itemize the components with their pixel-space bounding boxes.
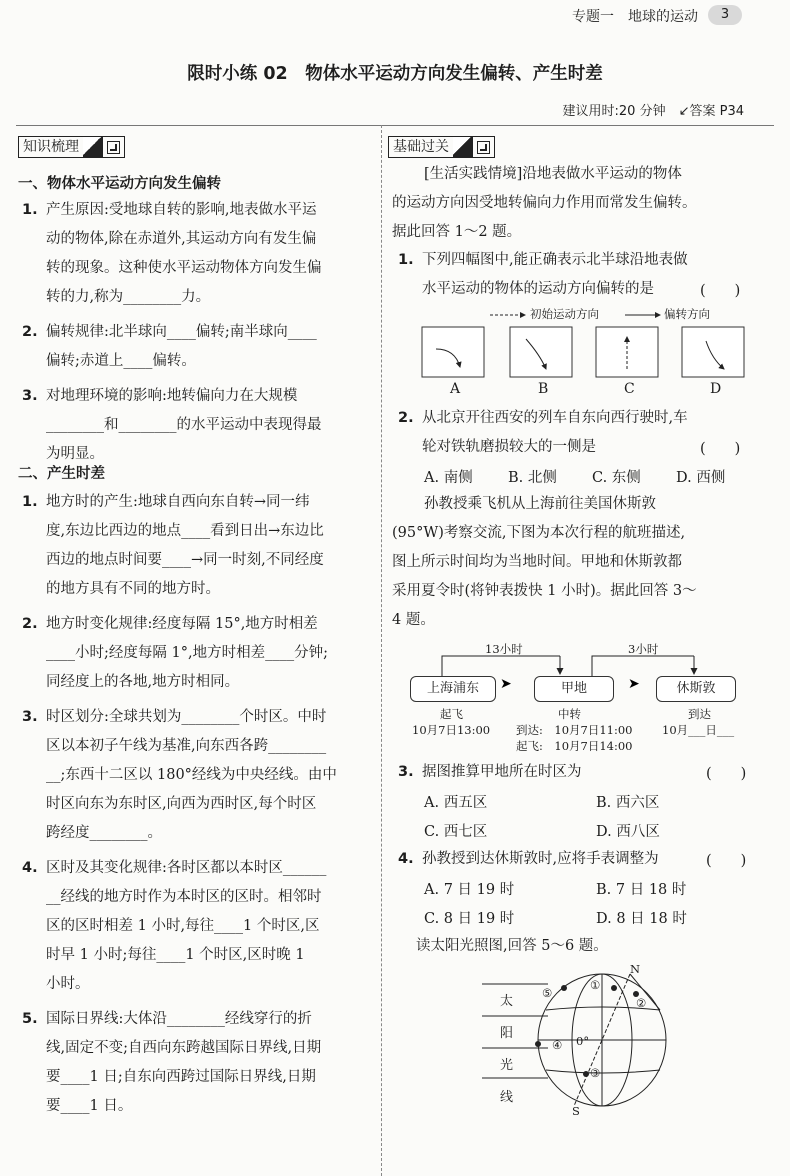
point-4: [535, 1041, 541, 1047]
section-tag-basic: [388, 136, 495, 158]
duration-line-2: [592, 656, 694, 676]
question-line: 水平运动的物体的运动方向偏转的是: [422, 281, 654, 297]
node-houston: 休斯敦: [656, 676, 736, 702]
item-number: 5.: [22, 1011, 38, 1027]
label-a: A: [450, 381, 461, 397]
item-line: 度,东边比西边的地点____看到日出→东边比: [46, 523, 324, 539]
question-line: 据图推算甲地所在时区为: [422, 764, 582, 780]
sun-char: 线: [500, 1090, 514, 1105]
option: B. 北侧: [508, 470, 557, 486]
mark-4: ④: [552, 1038, 563, 1052]
intro-line: [生活实践情境]沿地表做水平运动的物体: [424, 166, 682, 182]
question-number: 3.: [398, 764, 414, 780]
item-line: 偏转规律:北半球向____偏转;南半球向____: [46, 324, 317, 340]
plane-icon: ➤: [628, 676, 640, 692]
question-line: 从北京开往西安的列车自东向西行驶时,车: [422, 410, 688, 426]
intro-line: 的运动方向因受地转偏向力作用而常发生偏转。: [392, 195, 697, 211]
item-line: 时早 1 小时;每往____1 个时区,区时晚 1: [46, 947, 305, 963]
item-number: 3.: [22, 709, 38, 725]
mark-3: ③: [590, 1066, 601, 1080]
north-label: N: [630, 962, 641, 976]
option: A. 南侧: [424, 470, 473, 486]
option: B. 西六区: [596, 795, 660, 811]
page-number: 3: [708, 5, 742, 25]
item-line: 地方时的产生:地球自西向东自转→同一纬: [46, 494, 310, 510]
question-number: 2.: [398, 410, 414, 426]
item-line: 国际日界线:大体沿________经线穿行的折: [46, 1011, 312, 1027]
column-divider: [381, 125, 382, 1176]
depart-time: 10月7日13:00: [412, 723, 491, 737]
sun-char: 太: [500, 994, 514, 1009]
passage-sunlight: 读太阳光照图,回答 5～6 题。: [416, 938, 608, 954]
item-line: ____小时;经度每隔 1°,地方时相差____分钟;: [46, 645, 328, 661]
item-number: 4.: [22, 860, 38, 876]
item-line: 小时。: [46, 976, 90, 992]
item-line: 转的力,称为________力。: [46, 289, 211, 305]
question-line: 孙教授到达休斯敦时,应将手表调整为: [422, 851, 659, 867]
duration-1: 13小时: [485, 642, 523, 656]
item-line: 要____1 日;自东向西跨过国际日界线,日期: [46, 1069, 316, 1085]
item-line: 跨经度________。: [46, 825, 162, 841]
section-tag-knowledge: [18, 136, 125, 158]
item-line: 偏转;赤道上____偏转。: [46, 353, 196, 369]
node-shanghai: 上海浦东: [410, 676, 496, 702]
item-number: 1.: [22, 494, 38, 510]
arrive-time: 10月___日___: [662, 723, 735, 737]
item-line: __;东西十二区以 180°经线为中央经线。由中: [46, 767, 337, 783]
box-a: [422, 327, 484, 377]
answer-paren: ( ): [700, 283, 741, 299]
item-line: 区的区时相差 1 小时,每往____1 个时区,区: [46, 918, 320, 934]
point-5: [561, 985, 567, 991]
transfer-label: 中转: [558, 707, 581, 721]
item-line: 区以本初子午线为基准,向东西各跨________: [46, 738, 327, 754]
mark-1: ①: [590, 978, 601, 992]
duration-2: 3小时: [628, 642, 659, 656]
heading-deflection: 一、物体水平运动方向发生偏转: [18, 176, 221, 192]
tag-decoration: [83, 137, 103, 157]
item-line: 转的现象。这种使水平运动物体方向发生偏: [46, 260, 322, 276]
item-number: 1.: [22, 202, 38, 218]
intro-line: 据此回答 1～2 题。: [392, 224, 522, 240]
item-line: 要____1 日。: [46, 1098, 133, 1114]
mark-2: ②: [636, 996, 647, 1010]
item-number: 2.: [22, 324, 38, 340]
option: A. 7 日 19 时: [424, 882, 515, 898]
depart-label: 起飞: [440, 707, 463, 721]
tag-decoration: [453, 137, 473, 157]
passage-line: 采用夏令时(将钟表拨快 1 小时)。据此回答 3～: [392, 583, 697, 599]
label-b: B: [538, 381, 549, 397]
question-line: 下列四幅图中,能正确表示北半球沿地表做: [422, 252, 688, 268]
answer-paren: ( ): [706, 853, 747, 869]
point-3: [583, 1071, 589, 1077]
item-line: __经线的地方时作为本时区的区时。相邻时: [46, 889, 322, 905]
arrow-icon: [477, 141, 490, 154]
item-line: 的地方具有不同的地方时。: [46, 581, 220, 597]
passage-line: 孙教授乘飞机从上海前往美国休斯敦: [424, 496, 656, 512]
legend-initial-label: 初始运动方向: [530, 307, 599, 321]
legend-deflect-label: 偏转方向: [664, 307, 710, 321]
sun-char: 光: [500, 1058, 514, 1073]
box-b: [510, 327, 572, 377]
box-d: [682, 327, 744, 377]
south-label: S: [572, 1104, 580, 1118]
option: D. 西侧: [676, 470, 726, 486]
item-line: 地方时变化规律:经度每隔 15°,地方时相差: [46, 616, 318, 632]
item-line: 时区向东为东时区,向西为西时区,每个时区: [46, 796, 317, 812]
answer-paren: ( ): [700, 441, 741, 457]
section-tag-label: 基础过关: [393, 139, 449, 155]
option: B. 7 日 18 时: [596, 882, 687, 898]
answer-paren: ( ): [706, 766, 747, 782]
label-c: C: [624, 381, 635, 397]
page-title: 限时小练 02 物体水平运动方向发生偏转、产生时差: [187, 64, 603, 84]
passage-line: 图上所示时间均为当地时间。甲地和休斯敦都: [392, 554, 682, 570]
arrive-label: 到达: [688, 707, 711, 721]
label-d: D: [710, 381, 722, 397]
latitude-line: [546, 1070, 660, 1073]
item-line: ________和________的水平运动中表现得最: [46, 417, 322, 433]
option: C. 西七区: [424, 824, 488, 840]
option: C. 8 日 19 时: [424, 911, 515, 927]
option: D. 西八区: [596, 824, 660, 840]
transfer-depart: 起飞: 10月7日14:00: [516, 739, 633, 753]
question-number: 1.: [398, 252, 414, 268]
item-line: 西边的地点时间要____→同一时刻,不同经度: [46, 552, 324, 568]
passage-line: 4 题。: [392, 612, 435, 628]
item-number: 2.: [22, 616, 38, 632]
section-tag-label: 知识梳理: [23, 139, 79, 155]
transfer-arrive: 到达: 10月7日11:00: [516, 723, 633, 737]
arrow-icon: [107, 141, 120, 154]
sun-char: 阳: [500, 1026, 514, 1041]
heading-time-difference: 二、产生时差: [18, 466, 105, 482]
item-line: 对地理环境的影响:地转偏向力在大规模: [46, 388, 298, 404]
item-line: 区时及其变化规律:各时区都以本时区______: [46, 860, 327, 876]
option: C. 东侧: [592, 470, 641, 486]
passage-line: (95°W)考察交流,下图为本次行程的航班描述,: [392, 525, 686, 541]
option: A. 西五区: [424, 795, 488, 811]
item-line: 动的物体,除在赤道外,其运动方向有发生偏: [46, 231, 317, 247]
option: D. 8 日 18 时: [596, 911, 687, 927]
divider: [16, 125, 774, 126]
item-number: 3.: [22, 388, 38, 404]
point-1: [611, 985, 617, 991]
question-line: 轮对铁轨磨损较大的一侧是: [422, 439, 596, 455]
item-line: 同经度上的各地,地方时相同。: [46, 674, 240, 690]
zero-degree-label: 0°: [576, 1034, 590, 1048]
mark-5: ⑤: [542, 986, 553, 1000]
node-jia: 甲地: [534, 676, 614, 702]
chapter-label: 专题一 地球的运动: [572, 9, 698, 25]
question-number: 4.: [398, 851, 414, 867]
plane-icon: ➤: [500, 676, 512, 692]
time-hint: 建议用时:20 分钟 ↙答案 P34: [562, 104, 744, 119]
item-line: 为明显。: [46, 446, 104, 462]
item-line: 线,固定不变;自西向东跨越国际日界线,日期: [46, 1040, 322, 1056]
item-line: 时区划分:全球共划为________个时区。中时: [46, 709, 327, 725]
item-line: 产生原因:受地球自转的影响,地表做水平运: [46, 202, 317, 218]
duration-line-1: [442, 656, 560, 676]
